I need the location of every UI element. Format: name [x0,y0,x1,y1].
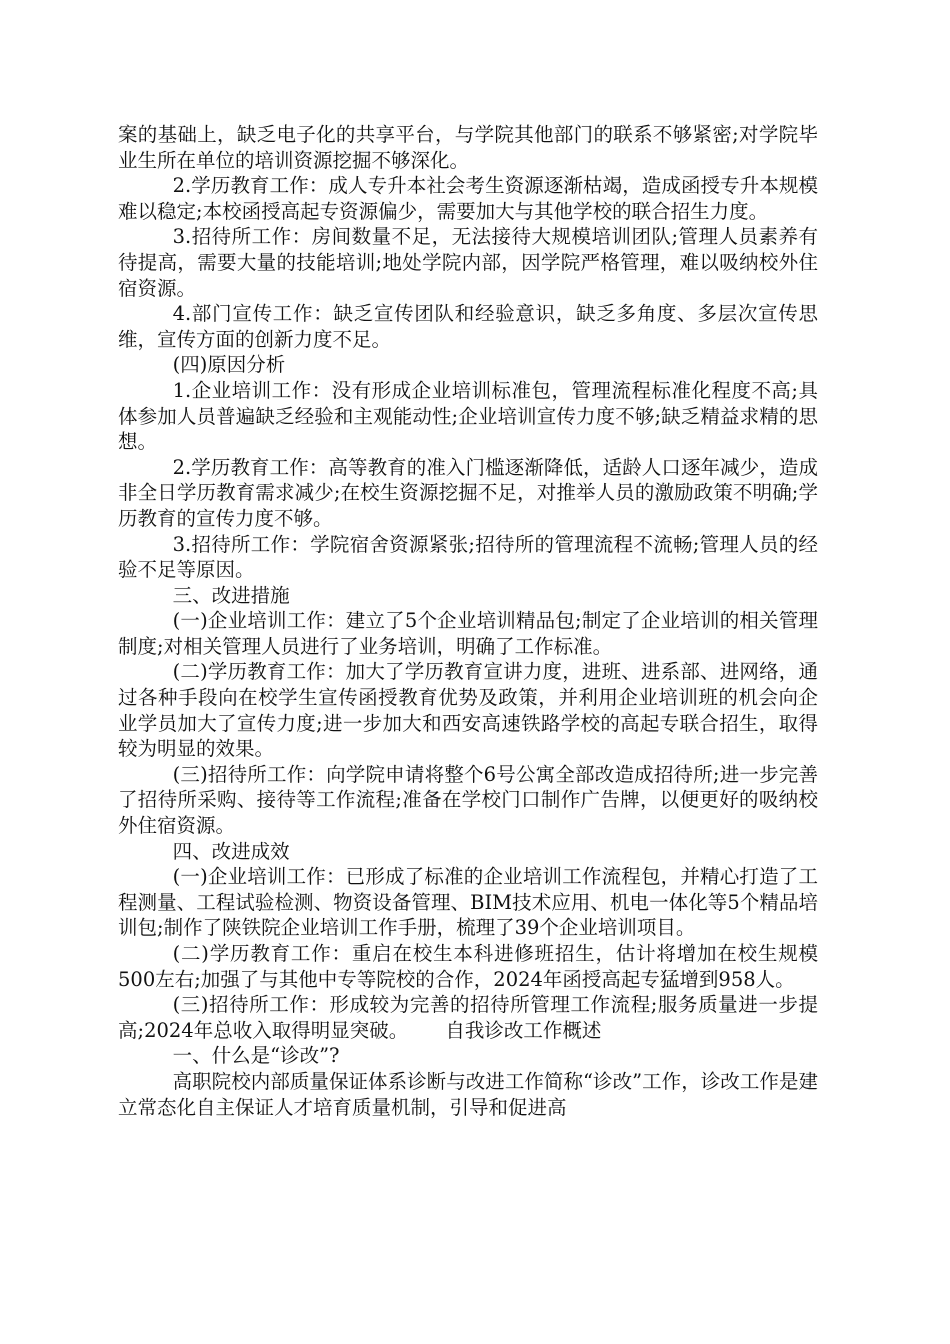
section-heading: 一、什么是“诊改”? [172,1044,340,1068]
paragraph: 3.招待所工作：学院宿舍资源紧张;招待所的管理流程不流畅;管理人员的经验不足等原因。 [118,532,818,582]
document-page [118,122,818,1120]
paragraph: 3.招待所工作：房间数量不足，无法接待大规模培训团队;管理人员素养有待提高，需要大量的技能培训;地处学院内部，因学院严格管理，难以吸纳校外住宿资源。 [118,225,818,300]
paragraph: 4.部门宣传工作：缺乏宣传团队和经验意识，缺乏多角度、多层次宣传思维，宣传方面的创新力度不足。 [118,302,818,351]
paragraph: 1.企业培训工作：没有形成企业培训标准包，管理流程标准化程度不高;具体参加人员普遍缺乏经验和主观能动性;企业培训宣传力度不够;缺乏精益求精的思想。 [118,378,818,454]
paragraph: 2.学历教育工作：高等教育的准入门槛逐渐降低，适龄人口逐年减少，造成非全日学历教育需求减少;在校生资源挖掘不足，对推举人员的激励政策不明确;学历教育的宣传力度不够。 [118,455,818,530]
paragraph: 案的基础上，缺乏电子化的共享平台，与学院其他部门的联系不够紧密;对学院毕业生所在单位的培训资源挖掘不够深化。 [118,123,818,172]
section-heading: 四、改进成效 [172,839,290,863]
paragraph: (二)学历教育工作：重启在校生本科进修班招生，估计将增加在校生规模500左右;加强了与其他中专等院校的合作，2024年函授高起专猛增到958人。 [118,942,818,991]
section-heading: (四)原因分析 [172,353,286,377]
paragraph: (一)企业培训工作：建立了5个企业培训精品包;制定了企业培训的相关管理制度;对相关管理人员进行了业务培训，明确了工作标准。 [118,609,818,658]
paragraph: (二)学历教育工作：加大了学历教育宣讲力度，进班、进系部、进网络，通过各种手段向在校学生宣传函授教育优势及政策，并利用企业培训班的机会向企业学员加大了宣传力度;进一步加大和西安高速铁路学校的高起专联合招生，取得较为明显的效果。 [118,660,818,761]
paragraph: (三)招待所工作：形成较为完善的招待所管理工作流程;服务质量进一步提高;2024年总收入取得明显突破。 自我诊改工作概述 [118,993,818,1042]
paragraph: 高职院校内部质量保证体系诊断与改进工作简称“诊改”工作，诊改工作是建立常态化自主保证人才培育质量机制，引导和促进高 [118,1069,818,1119]
section-heading: 三、改进措施 [172,583,290,607]
paragraph: (一)企业培训工作：已形成了标准的企业培训工作流程包，并精心打造了工程测量、工程试验检测、物资设备管理、BIM技术应用、机电一体化等5个精品培训包;制作了陕铁院企业培训工作手册，梳理了39个企业培训项目。 [118,865,818,940]
paragraph: (三)招待所工作：向学院申请将整个6号公寓全部改造成招待所;进一步完善了招待所采购、接待等工作流程;准备在学校门口制作广告牌，以便更好的吸纳校外住宿资源。 [118,762,818,838]
paragraph: 2.学历教育工作：成人专升本社会考生资源逐渐枯竭，造成函授专升本规模难以稳定;本校函授高起专资源偏少，需要加大与其他学校的联合招生力度。 [118,174,818,223]
